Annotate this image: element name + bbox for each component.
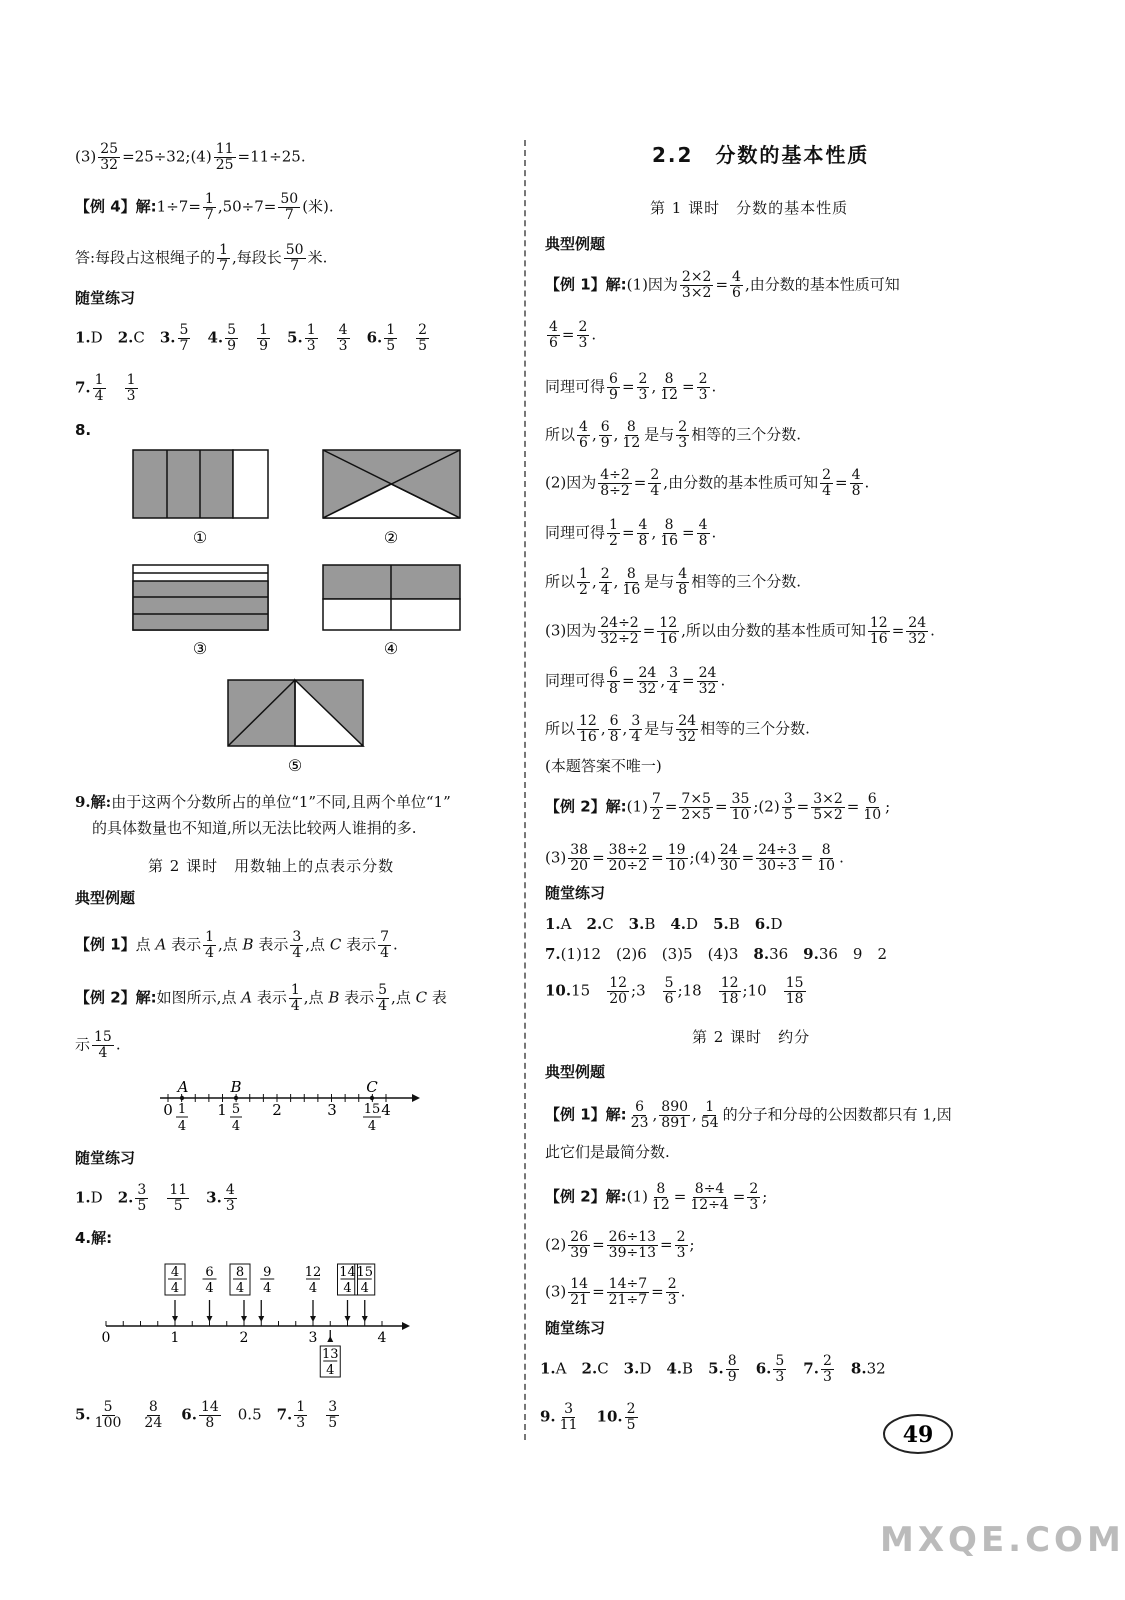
page-number-badge [880,1410,950,1456]
r-line-5: (2)因为 $\frac{4\div 2}{8\div 2}$ = $\frac{2}{4}$ ,由分数的基本性质可知 $\frac{2}{4}$ = $\frac{4}{8}$ . [545,467,870,499]
figure-3-label: ③ [192,639,208,658]
frac-num: 8 [235,1265,245,1280]
axis2-label-3: 3 [308,1330,318,1346]
frac-den: 4 [235,1281,245,1296]
r-line-15: 7.(1)12 (2)6 (3)5 (4)3 8.36 9.36 9 2 [545,945,888,963]
frac-den: 4 [205,1281,214,1296]
lesson-2-title-r: 第 2 课时 约分 [692,1028,811,1046]
r-line-10: 所以 $\frac{12}{16}$ , $\frac{6}{8}$ , $\frac{3}{4}$ 是与 $\frac{24}{32}$ 相等的三个分数. [545,713,810,745]
frac-num: 12 [304,1265,322,1280]
figure-2-label: ② [383,528,399,547]
column-divider [524,140,526,1440]
practice-answers-1: 1.D 2.C 3. $\frac{5}{7}$ 4. $\frac{5}{9}$ $\frac{1}{9}$ 5. $\frac{1}{3}$ $\frac{4}{3}$ 6. $\frac{1}{5}$ $\frac{2}{5}$ [75,322,428,354]
practice-answer-8: 8. [75,421,92,439]
lesson-2-title: 第 2 课时 用数轴上的点表示分数 [148,857,395,875]
number-line-1 [150,1072,430,1134]
practice-heading: 随堂练习 [75,289,136,307]
page-number: 49 [902,1422,934,1448]
figure-4-label: ④ [383,639,399,658]
practice-heading-r: 随堂练习 [545,884,606,902]
typical-examples-heading: 典型例题 [75,889,136,907]
arrow-head [241,1316,247,1322]
arrow-head [345,1316,351,1322]
figure-5 [228,680,363,746]
arrow-head [362,1316,368,1322]
frac-num: 13 [321,1347,339,1362]
r-line-14: 1.A 2.C 3.B 4.D 5.B 6.D [545,915,783,933]
r-line-16: 10.15 $\frac{12}{20}$ ;3 $\frac{5}{6}$ ;18 $\frac{12}{18}$ ;10 $\frac{15}{18}$ [545,975,804,1007]
r-line-19: 【例 2】解:(1) $\frac{8}{12}$ = $\frac{8\div 4}{12\div 4}$ = $\frac{2}{3}$ ; [545,1181,768,1213]
answer-9b: 的具体数量也不知道,所以无法比较两人谁捐的多. [92,819,417,837]
r-line-18: 此它们是最简分数. [545,1143,670,1161]
r-line-2: $\frac{4}{6}$ = $\frac{2}{3}$ . [549,319,597,351]
axis1-label-3: 3 [327,1101,337,1119]
svg-text:1: 1 [177,1102,187,1117]
svg-text:5: 5 [231,1102,241,1117]
answer-4-label: 4.解: [75,1229,113,1247]
frac-num: 6 [205,1265,214,1280]
line-ex4: 【例 4】解:1÷7= $\frac{1}{7}$ ,50÷7= $\frac{50}{7}$ (米). [75,191,334,223]
figure-2 [323,450,460,518]
rectangle-figures [0,440,520,780]
r-line-12: 【例 2】解:(1) $\frac{7}{2}$ = $\frac{7\times 5}{2\times 5}$ = $\frac{35}{10}$ ;(2) $\frac{3}{5}$ = $\frac{3\times 2}{5\times 2}$ = $\frac{6}{10}$ ; [545,791,891,823]
frac-num: 4 [170,1265,180,1280]
r-line-3: 同理可得 $\frac{6}{9}$ = $\frac{2}{3}$ , $\frac{8}{12}$ = $\frac{2}{3}$ . [545,371,717,403]
axis1-label-4: 4 [381,1101,391,1119]
axis2-label-1: 1 [170,1330,180,1346]
point-a-label: A [177,1078,189,1096]
typical-examples-heading-r: 典型例题 [545,235,606,253]
r-line-8: (3)因为 $\frac{24\div 2}{32\div 2}$ = $\frac{12}{16}$ ,所以由分数的基本性质可知 $\frac{12}{16}$ = $\frac{24}{32}$ . [545,615,935,647]
frac-den: 4 [360,1281,369,1296]
frac-den: 4 [326,1363,335,1378]
r-line-13: (3) $\frac{38}{20}$ = $\frac{38\div 2}{20\div 2}$ = $\frac{19}{10}$ ;(4) $\frac{24}{30}$ = $\frac{24\div 3}{30\div 3}$ = $\frac{8}{10}$ . [545,842,844,874]
r-line-17: 【例 1】解: $\frac{6}{23}$ , $\frac{890}{891}$ , $\frac{1}{54}$ 的分子和分母的公因数都只有 1,因 [545,1099,952,1131]
arrow-head [258,1316,264,1322]
frac-num: 9 [263,1265,272,1280]
frac-den: 4 [343,1281,352,1296]
frac-den: 4 [263,1281,272,1296]
line-l1: (3) $\frac{25}{32}$ =25÷32;(4) $\frac{11}{25}$ =11÷25. [75,141,306,173]
line-answer: 答:每段占这根绳子的 $\frac{1}{7}$ ,每段长 $\frac{50}{7}$ 米. [75,242,328,274]
figure-3 [133,565,268,630]
line-ex2a: 【例 2】解:如图所示,点 A 表示 $\frac{1}{4}$ ,点 B 表示 $\frac{5}{4}$ ,点 C 表 [75,982,447,1014]
line-ex1: 【例 1】点 A 表示 $\frac{1}{4}$ ,点 B 表示 $\frac{3}{4}$ ,点 C 表示 $\frac{7}{4}$ . [75,929,398,961]
arrow-head [327,1336,333,1342]
axis1-label-2: 2 [272,1101,282,1119]
section-title: 2.2 分数的基本性质 [652,143,870,167]
typical-examples-heading-r2: 典型例题 [545,1063,606,1081]
r-line-6: 同理可得 $\frac{1}{2}$ = $\frac{4}{8}$ , $\frac{8}{16}$ = $\frac{4}{8}$ . [545,517,717,549]
figure-4 [323,565,460,630]
figure-1 [133,450,268,518]
watermark: MXQE.COM [880,1520,1125,1560]
practice-heading-r2: 随堂练习 [545,1319,606,1337]
axis1-label-0: 0 [163,1101,173,1119]
axis2-label-2: 2 [239,1330,249,1346]
lesson-1-title: 第 1 课时 分数的基本性质 [650,199,849,217]
practice-heading-2: 随堂练习 [75,1149,136,1167]
arrow-head [310,1316,316,1322]
practice-answer-7: 7. $\frac{1}{4}$ $\frac{1}{3}$ [75,372,136,404]
line-ex2b: 示 $\frac{15}{4}$ . [75,1029,121,1061]
number-line-2 [92,1258,422,1383]
r-line-22: 1.A 2.C 3.D 4.B 5. $\frac{8}{9}$ 6. $\frac{5}{3}$ 7. $\frac{2}{3}$ 8.32 [540,1353,886,1385]
practice-2-answers-b: 5. $\frac{5}{100}$ $\frac{8}{24}$ 6. $\frac{14}{8}$ 0.5 7. $\frac{1}{3}$ $\frac{3}{5}$ [75,1399,338,1431]
svg-text:4: 4 [367,1119,377,1134]
axis2-label-4: 4 [377,1330,387,1346]
figure-1-label: ① [192,528,208,547]
axis2-label-0: 0 [101,1330,111,1346]
frac-den: 4 [308,1281,318,1296]
arrow-head [207,1316,213,1322]
point-c-label: C [366,1078,378,1096]
r-line-21: (3) $\frac{14}{21}$ = $\frac{14\div 7}{21\div 7}$ = $\frac{2}{3}$ . [545,1276,686,1308]
r-line-4: 所以 $\frac{4}{6}$ , $\frac{6}{9}$ , $\frac{8}{12}$ 是与 $\frac{2}{3}$ 相等的三个分数. [545,419,801,451]
point-b-label: B [230,1078,242,1096]
r-line-7: 所以 $\frac{1}{2}$ , $\frac{2}{4}$ , $\frac{8}{16}$ 是与 $\frac{4}{8}$ 相等的三个分数. [545,566,801,598]
figure-5-label: ⑤ [287,756,303,775]
r-line-11: (本题答案不唯一) [545,757,662,775]
svg-text:4: 4 [177,1119,187,1134]
frac-num: 14 [339,1265,356,1280]
frac-num: 15 [356,1265,374,1280]
r-line-20: (2) $\frac{26}{39}$ = $\frac{26\div 13}{39\div 13}$ = $\frac{2}{3}$ ; [545,1229,695,1261]
svg-text:4: 4 [231,1119,241,1134]
r-line-1: 【例 1】解:(1)因为 $\frac{2\times 2}{3\times 2}$ = $\frac{4}{6}$ ,由分数的基本性质可知 [545,269,900,301]
r-line-9: 同理可得 $\frac{6}{8}$ = $\frac{24}{32}$ , $\frac{3}{4}$ = $\frac{24}{32}$ . [545,665,726,697]
frac-den: 4 [170,1281,180,1296]
answer-9a: 9.解:由于这两个分数所占的单位“1”不同,且两个单位“1” [75,793,451,811]
svg-text:15: 15 [363,1102,381,1117]
axis1-label-1: 1 [217,1101,227,1119]
arrow-head [172,1316,178,1322]
practice-2-answers: 1.D 2. $\frac{3}{5}$ $\frac{11}{5}$ 3. $\frac{4}{3}$ [75,1182,235,1214]
r-line-23: 9. $\frac{3}{11}$ 10. $\frac{2}{5}$ [540,1401,636,1433]
